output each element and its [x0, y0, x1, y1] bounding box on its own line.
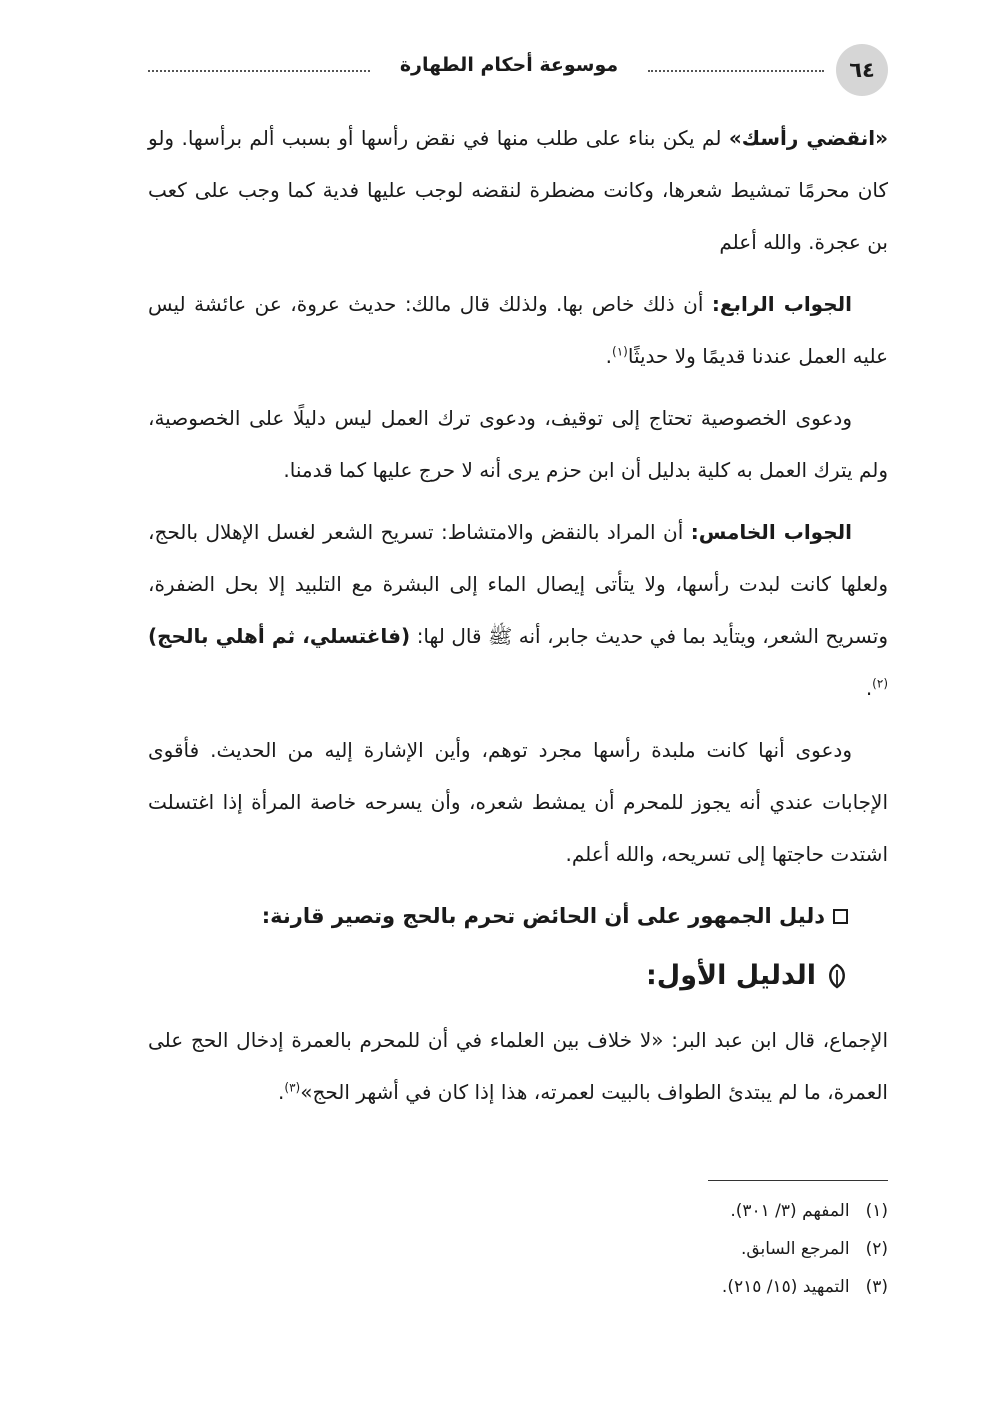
main-text — [148, 112, 888, 1128]
page-number: ٦٤ — [836, 44, 888, 96]
square-bullet-icon — [833, 909, 848, 924]
paragraph-5 — [148, 724, 888, 880]
running-title: موسوعة أحكام الطهارة — [399, 54, 619, 76]
footnote-number: (٢) — [865, 1239, 888, 1259]
paragraph-end: . — [605, 344, 613, 368]
quote-bold: «انقضي رأسك» — [728, 126, 889, 150]
footnote-separator — [708, 1180, 888, 1181]
footnote-3 — [288, 1268, 888, 1306]
answer-label: الجواب الرابع: — [711, 292, 852, 316]
paragraph-3 — [148, 392, 888, 496]
hadith-quote-bold: (فاغتسلي، ثم أهلي بالحج) — [148, 624, 411, 648]
answer-label: الجواب الخامس: — [690, 520, 852, 544]
footnote-number: (١) — [865, 1201, 888, 1221]
footnotes — [288, 1192, 888, 1306]
paragraph-end: . — [865, 676, 873, 700]
subsection-heading-text: الدليل الأول: — [645, 960, 816, 991]
page-header — [140, 40, 888, 104]
footnote-ref-3[interactable]: (٣) — [284, 1080, 301, 1095]
footnote-2 — [288, 1230, 888, 1268]
paragraph-end: . — [278, 1080, 285, 1104]
paragraph-1 — [148, 112, 888, 268]
paragraph-text: لم يكن بناء على طلب منها في نقض رأسها أو بسبب ألم برأسها. ولو كان محرمًا تمشيط شعرها، وكانت مضطرة لنقضه لوجب عليها فدية كما وجب على كعب بن عجرة. والله أعلم — [148, 126, 888, 254]
leaf-ornament-icon — [826, 963, 848, 989]
paragraph-text: ودعوى الخصوصية تحتاج إلى توقيف، ودعوى ترك العمل ليس دليلًا على الخصوصية، ولم يترك العمل به كلية بدليل أن ابن حزم يرى أنه لا حرج عليها كما قدمنا. — [148, 406, 888, 482]
subsection-heading — [148, 948, 848, 1004]
header-dotted-rule-right — [648, 70, 824, 72]
header-dotted-rule-left — [148, 70, 370, 72]
paragraph-2 — [148, 278, 888, 382]
paragraph-text: الإجماع، قال ابن عبد البر: «لا خلاف بين العلماء في أن للمحرم بالعمرة إدخال الحج على العمرة، ما لم يبتدئ الطواف بالبيت لعمرته، هذا إذا كان في أشهر الحج» — [148, 1028, 888, 1104]
paragraph-text: أن ذلك خاص بها. ولذلك قال مالك: حديث عروة، عن عائشة ليس عليه العمل عندنا قديمًا ولا حديثًا — [148, 292, 888, 368]
paragraph-4 — [148, 506, 888, 714]
footnote-ref-2[interactable]: (٢) — [872, 676, 888, 691]
footnote-text: المفهم (٣/ ٣٠١). — [730, 1201, 850, 1221]
paragraph-text: ودعوى أنها كانت ملبدة رأسها مجرد توهم، وأين الإشارة إليه من الحديث. فأقوى الإجابات عندي أنه يجوز للمحرم أن يمشط شعره، وأن يسرحه خاصة المرأة إذا اغتسلت اشتدت حاجتها إلى تسريحه، والله أعلم. — [148, 738, 888, 866]
footnote-text: المرجع السابق. — [740, 1239, 850, 1259]
paragraph-6 — [148, 1014, 888, 1118]
paragraph-text: أن المراد بالنقض والامتشاط: تسريح الشعر لغسل الإهلال بالحج، ولعلها كانت لبدت رأسها، ولا يتأتى إيصال الماء إلى البشرة مع التلبيد إلا بحل الضفرة، وتسريح الشعر، ويتأيد بما في حديث جابر، أنه ﷺ قال لها: — [148, 520, 888, 648]
footnote-1 — [288, 1192, 888, 1230]
section-heading-text: دليل الجمهور على أن الحائض تحرم بالحج وتصير قارنة: — [261, 904, 825, 928]
section-heading — [148, 890, 848, 942]
footnote-number: (٣) — [865, 1277, 888, 1297]
footnote-ref-1[interactable]: (١) — [612, 344, 628, 359]
footnote-text: التمهيد (١٥/ ٢١٥). — [721, 1277, 850, 1297]
